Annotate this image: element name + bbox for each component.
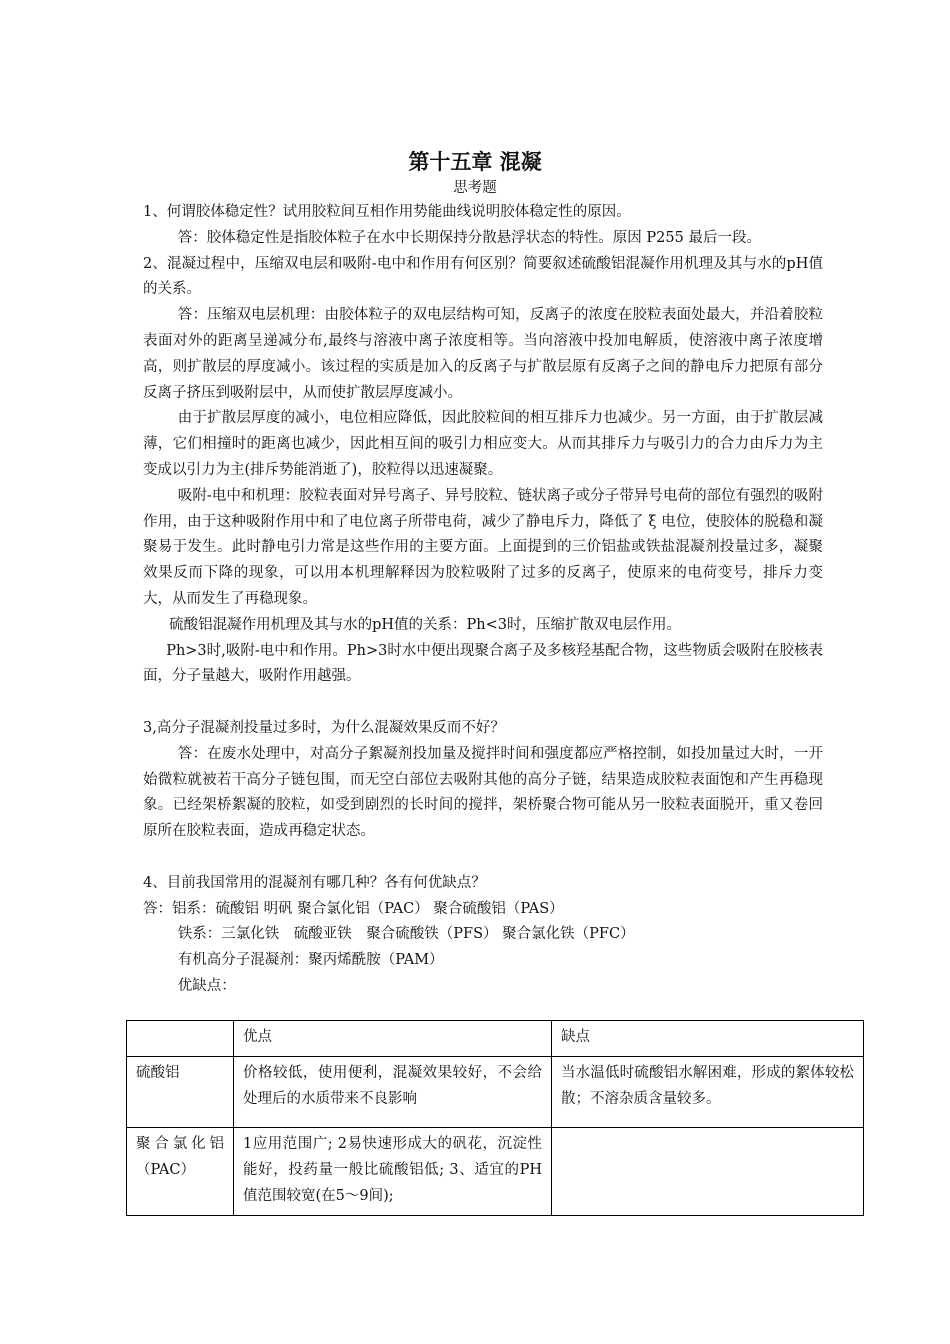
- chapter-title: 第十五章 混凝: [408, 150, 542, 174]
- blank-line: [143, 690, 823, 716]
- answer-2-paragraph-2: 由于扩散层厚度的减小，电位相应降低，因此胶粒间的相互排斥力也减少。另一方面，由于扩散层减薄，它们相撞时的距离也减少，因此相互间的吸引力相应变大。从而其排斥力与吸引力的合力由斥力为主变成以引力为主(排斥势能消逝了)，胶粒得以迅速凝聚。: [143, 410, 823, 478]
- table-header-cell: 缺点: [552, 1021, 864, 1057]
- answer-2-paragraph-1: 答：压缩双电层机理：由胶体粒子的双电层结构可知，反离子的浓度在胶粒表面处最大，并沿着胶粒表面对外的距离呈递减分布,最终与溶液中离子浓度相等。当向溶液中投加电解质，使溶液中离子浓度增高，则扩散层的厚度减小。该过程的实质是加入的反离子与扩散层原有反离子之间的静电斥力把原有部分反离子挤压到吸附层中，从而使扩散层厚度减小。: [143, 307, 823, 401]
- table-header-cell: 优点: [234, 1021, 552, 1057]
- coagulant-comparison-table: [126, 1020, 864, 1216]
- answer-2-paragraph-5: Ph>3时,吸附-电中和作用。Ph>3时水中便出现聚合离子及多核羟基配合物，这些物质会吸附在胶核表面，分子量越大，吸附作用越强。: [143, 642, 823, 685]
- table-cell-pros: 1应用范围广; 2易快速形成大的矾花，沉淀性能好，投药量一般比硫酸铝低; 3、适宜的PH值范围较宽(在5～9间);: [234, 1128, 552, 1216]
- table-cell-coagulant: 聚合氯化铝（PAC）: [127, 1128, 234, 1216]
- answer-2-paragraph-3: 吸附-电中和机理：胶粒表面对异号离子、异号胶粒、链状离子或分子带异号电荷的部位有强烈的吸附作用，由于这种吸附作用中和了电位离子所带电荷，减少了静电斥力，降低了 ξ 电位，使胶体的脱稳和凝聚易于发生。此时静电引力常是这些作用的主要方面。上面提到的三价铝盐或铁盐混凝剂投量过多，凝聚效果反而下降的现象，可以用本机理解释因为胶粒吸附了过多的反离子，使原来的电荷变号，排斥力变大，从而发生了再稳现象。: [143, 487, 823, 607]
- table-header-row: [127, 1021, 864, 1057]
- answer-2-paragraph-4: 硫酸铝混凝作用机理及其与水的pH值的关系：Ph<3时，压缩扩散双电层作用。: [169, 616, 681, 633]
- answer-3: 答：在废水处理中，对高分子絮凝剂投加量及搅拌时间和强度都应严格控制，如投加量过大时，一开始微粒就被若干高分子链包围，而无空白部位去吸附其他的高分子链，结果造成胶粒表面饱和产生再稳现象。已经架桥絮凝的胶粒，如受到剧烈的长时间的搅拌，架桥聚合物可能从另一胶粒表面脱开，重又卷回原所在胶粒表面，造成再稳定状态。: [143, 745, 823, 840]
- answer-4-aluminum: 答：铝系：硫酸铝 明矾 聚合氯化铝（PAC） 聚合硫酸铝（PAS）: [143, 900, 564, 917]
- answer-1: 答：胶体稳定性是指胶体粒子在水中长期保持分散悬浮状态的特性。原因 P255 最后一段。: [177, 229, 761, 246]
- document-body: [143, 200, 823, 1000]
- question-4: 4、目前我国常用的混凝剂有哪几种？各有何优缺点？: [143, 874, 486, 891]
- table-cell-pros: 价格较低，使用便利，混凝效果较好，不会给处理后的水质带来不良影响: [234, 1057, 552, 1128]
- answer-4-pros-cons-label: 优缺点：: [177, 977, 236, 994]
- answer-4-iron: 铁系：三氯化铁 硫酸亚铁 聚合硫酸铁（PFS） 聚合氯化铁（PFC）: [177, 926, 635, 943]
- table-row: [127, 1057, 864, 1128]
- section-subtitle: 思考题: [453, 180, 497, 196]
- blank-line: [143, 845, 823, 871]
- question-3: 3,高分子混凝剂投量过多时，为什么混凝效果反而不好？: [143, 719, 505, 736]
- table-header-cell: [127, 1021, 234, 1057]
- question-1: 1、何谓胶体稳定性？试用胶粒间互相作用势能曲线说明胶体稳定性的原因。: [143, 204, 631, 220]
- table-cell-cons: [552, 1128, 864, 1216]
- table-cell-cons: 当水温低时硫酸铝水解困难，形成的絮体较松散；不溶杂质含量较多。: [552, 1057, 864, 1128]
- table-row: [127, 1128, 864, 1216]
- question-2: 2、混凝过程中，压缩双电层和吸附-电中和作用有何区别？简要叙述硫酸铝混凝作用机理及其与水的pH值的关系。: [143, 255, 823, 298]
- answer-4-organic: 有机高分子混凝剂：聚丙烯酰胺（PAM）: [177, 952, 444, 969]
- table-cell-coagulant: 硫酸铝: [127, 1057, 234, 1128]
